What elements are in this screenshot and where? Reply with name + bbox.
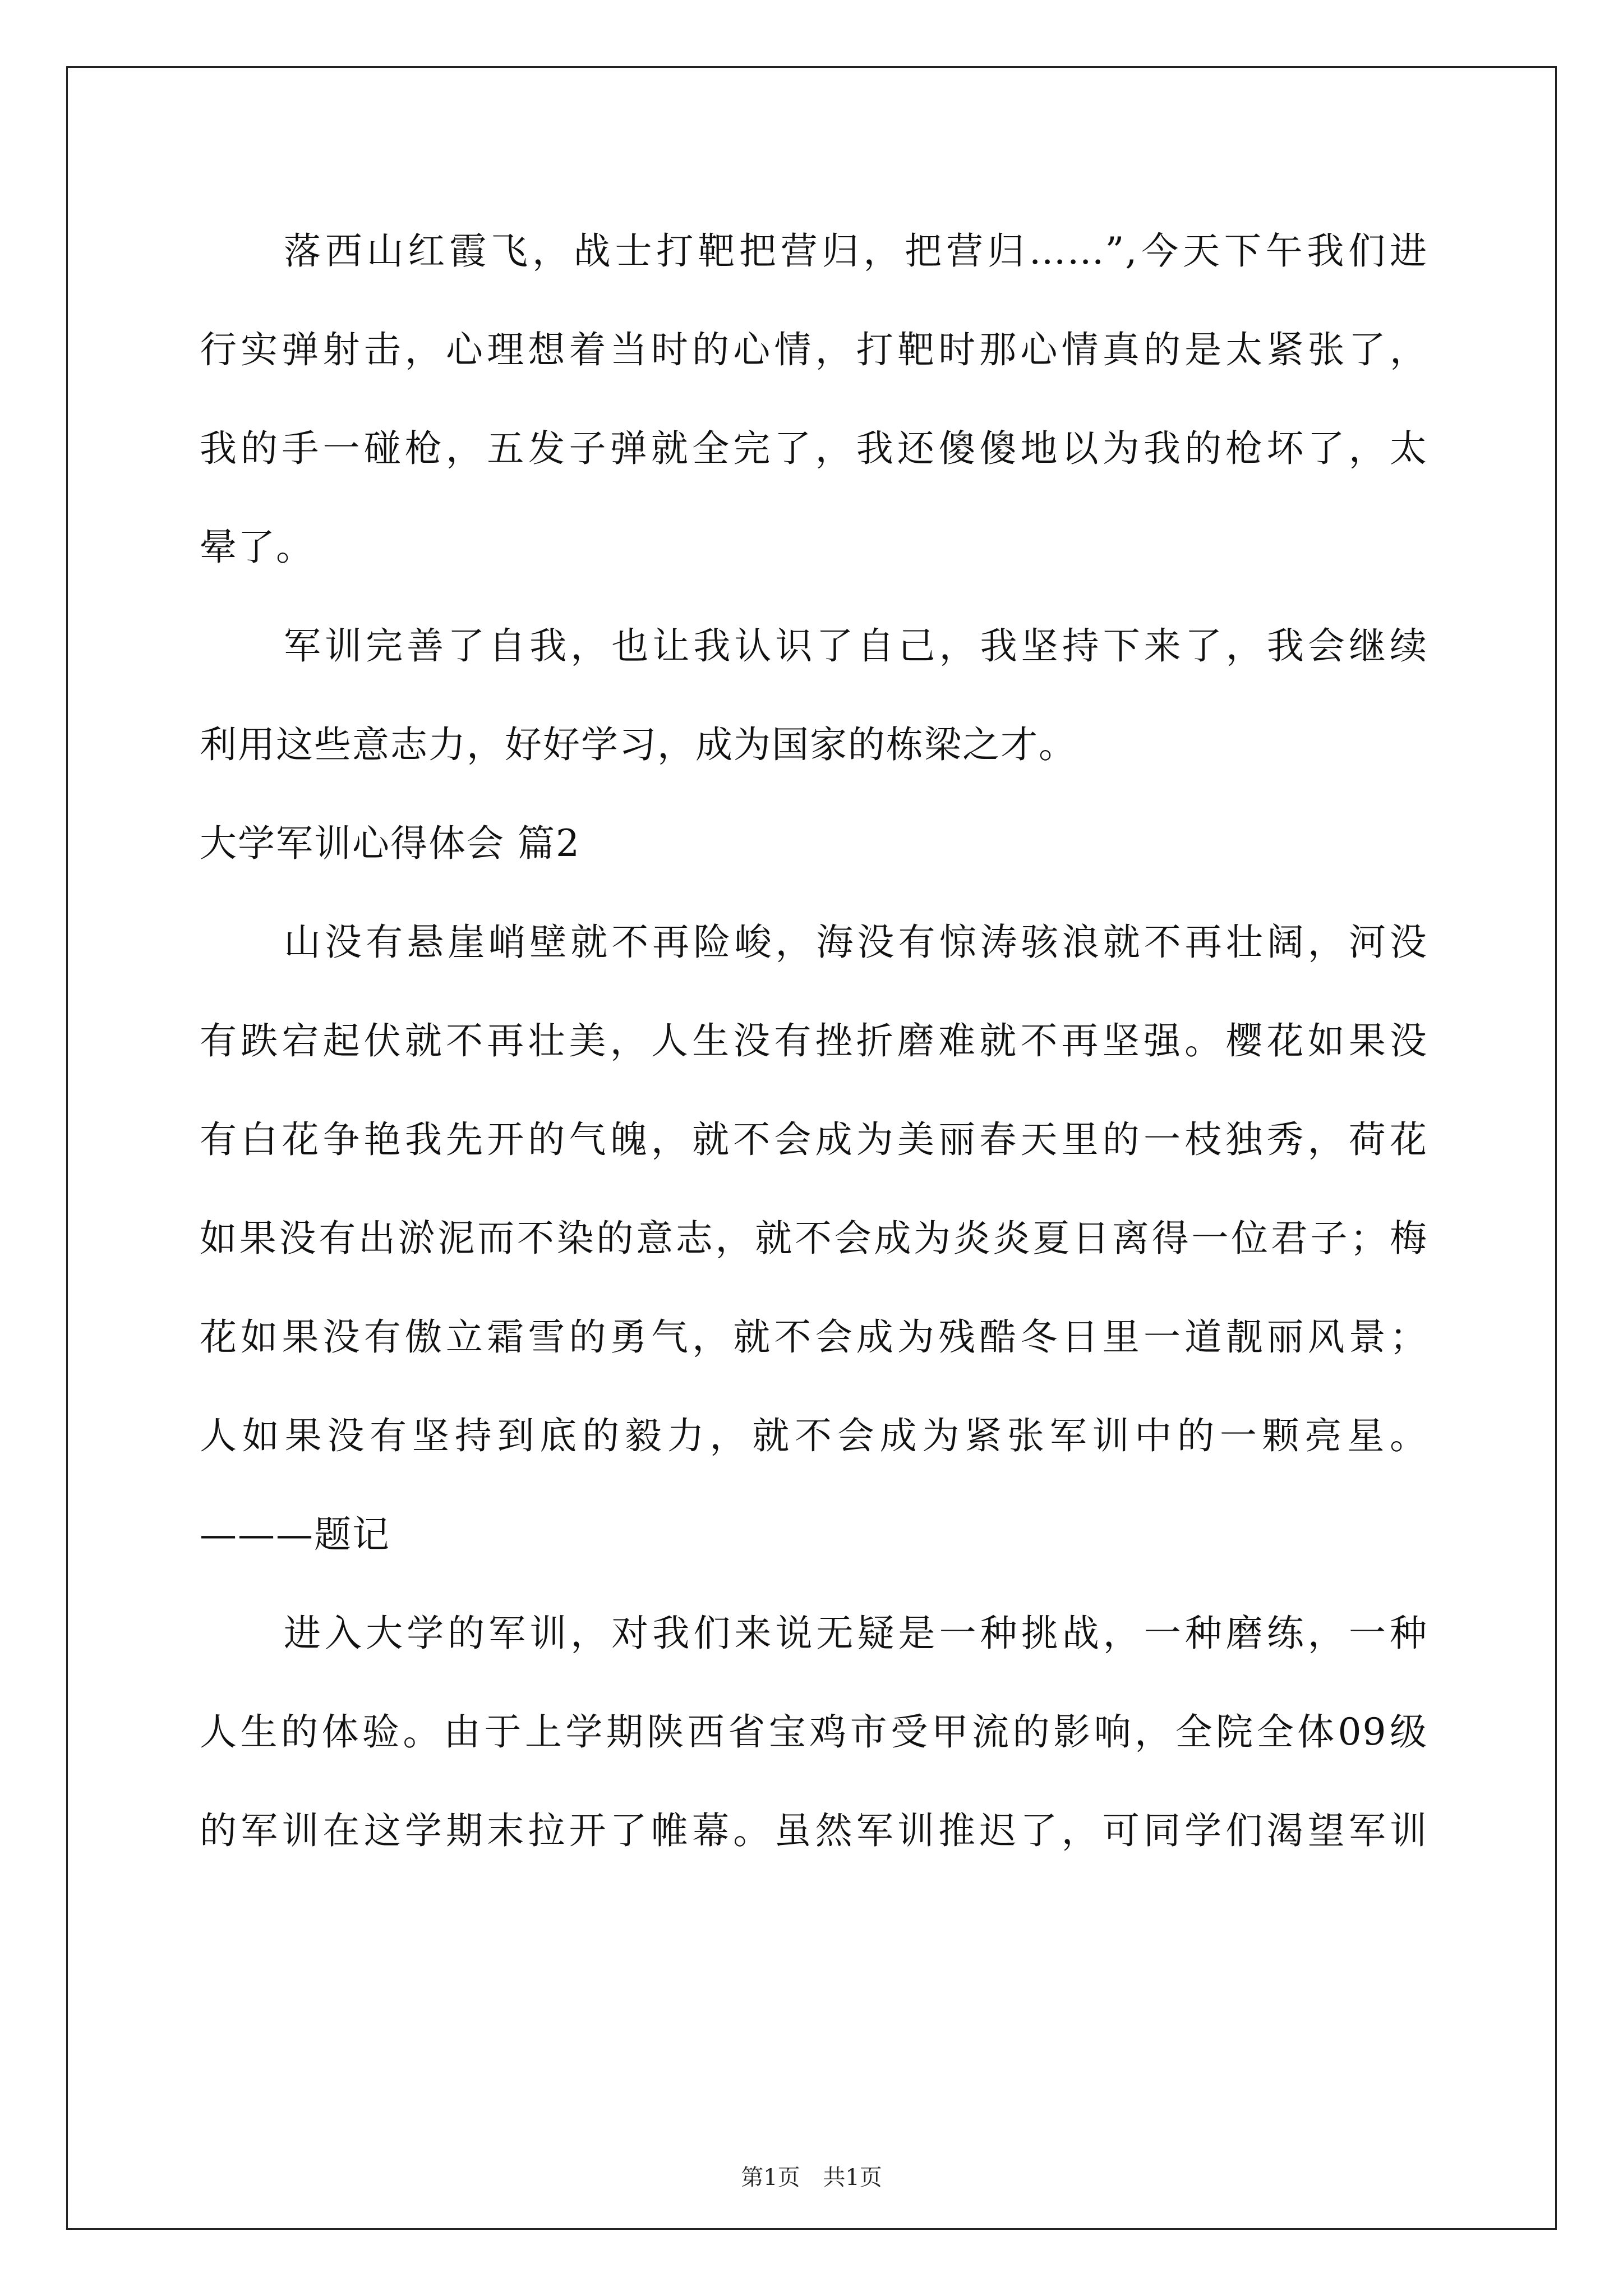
document-body xyxy=(200,202,1428,1880)
paragraph-line: 有跌宕起伏就不再壮美，人生没有挫折磨难就不再坚强。樱花如果没 xyxy=(200,1019,1428,1062)
paragraph-line: 人如果没有坚持到底的毅力，就不会成为紧张军训中的一颗亮星。 xyxy=(200,1414,1428,1457)
paragraph-line: 花如果没有傲立霜雪的勇气，就不会成为残酷冬日里一道靓丽风景； xyxy=(200,1315,1428,1359)
paragraph-line: 人生的体验。由于上学期陕西省宝鸡市受甲流的影响，全院全体09级 xyxy=(200,1710,1428,1754)
page-total: 共1页 xyxy=(823,2165,882,2191)
paragraph-line: 进入大学的军训，对我们来说无疑是一种挑战，一种磨练，一种 xyxy=(284,1612,1428,1655)
paragraph-line: 行实弹射击，心理想着当时的心情，打靶时那心情真的是太紧张了， xyxy=(200,328,1428,371)
page-number: 第1页 xyxy=(741,2165,800,2191)
section-heading: 大学军训心得体会 篇2 xyxy=(200,822,580,865)
paragraph-line: 山没有悬崖峭壁就不再险峻，海没有惊涛骇浪就不再壮阔，河没 xyxy=(284,921,1428,964)
paragraph-line: 落西山红霞飞，战士打靶把营归，把营归……”,今天下午我们进 xyxy=(284,229,1428,273)
paragraph-line: 晕了。 xyxy=(200,526,314,569)
paragraph-line: 有白花争艳我先开的气魄，就不会成为美丽春天里的一枝独秀，荷花 xyxy=(200,1118,1428,1161)
page-footer xyxy=(0,2160,1623,2192)
paragraph-line: 利用这些意志力，好好学习，成为国家的栋梁之才。 xyxy=(200,723,1077,766)
paragraph-line: 我的手一碰枪，五发子弹就全完了，我还傻傻地以为我的枪坏了，太 xyxy=(200,427,1428,470)
paragraph-line: 的军训在这学期末拉开了帷幕。虽然军训推迟了，可同学们渴望军训 xyxy=(200,1809,1428,1852)
paragraph-line: 如果没有出淤泥而不染的意志，就不会成为炎炎夏日离得一位君子；梅 xyxy=(200,1217,1428,1260)
paragraph-line: 军训完善了自我，也让我认识了自己，我坚持下来了，我会继续 xyxy=(284,624,1428,668)
epigraph-attribution: ———题记 xyxy=(200,1513,390,1556)
